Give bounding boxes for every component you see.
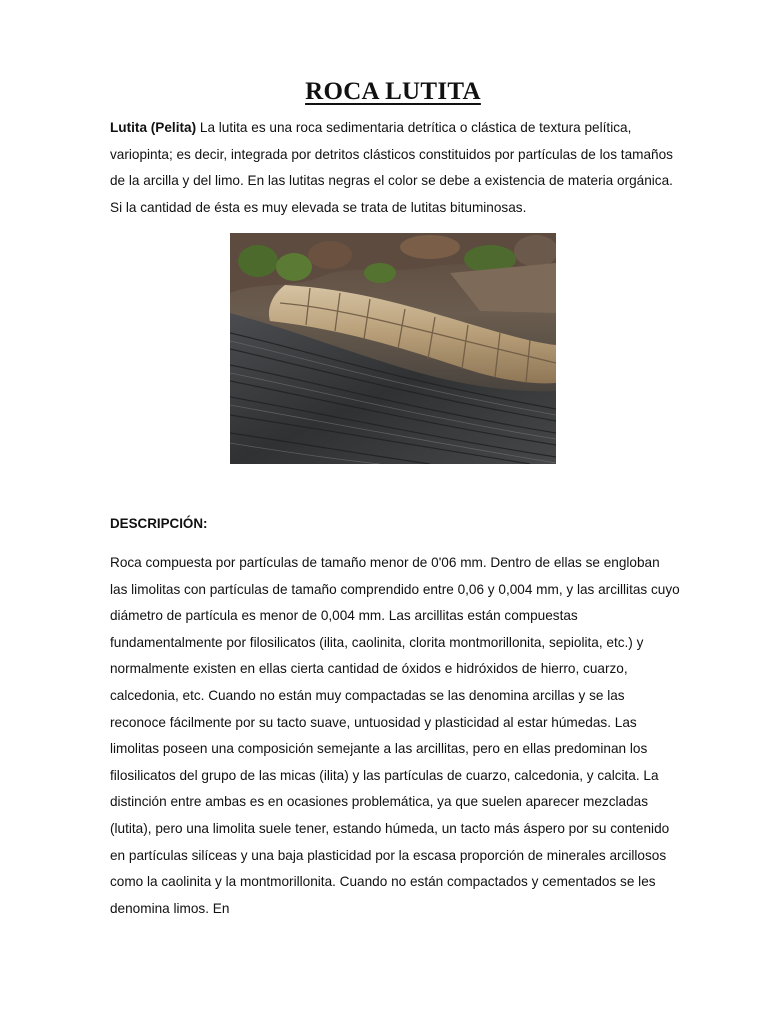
intro-lead-term: Lutita (Pelita): [110, 120, 197, 135]
description-heading: DESCRIPCIÓN:: [110, 516, 208, 531]
intro-paragraph: [110, 115, 680, 221]
intro-text: La lutita es una roca sedimentaria detrítica o clástica de textura pelítica, variopinta; es decir, integrada por detritos clásticos constituidos por partículas de los tamaños de la arcilla y del limo. En las lutitas negras el color se debe a existencia de materia orgánica. Si la cantidad de ésta es muy elevada se trata de lutitas bituminosas.: [110, 120, 673, 215]
shale-outcrop-photo: [230, 233, 556, 464]
document-title: ROCA LUTITA: [305, 78, 481, 105]
description-paragraph: Roca compuesta por partículas de tamaño menor de 0'06 mm. Dentro de ellas se engloban las limolitas con partículas de tamaño comprendido entre 0,06 y 0,004 mm, y las arcillitas cuyo diámetro de partícula es menor de 0,004 mm. Las arcillitas están compuestas fundamentalmente por filosilicatos (ilita, caolinita, clorita montmorillonita, sepiolita, etc.) y normalmente existen en ellas cierta cantidad de óxidos e hidróxidos de hierro, cuarzo, calcedonia, etc. Cuando no están muy compactadas se las denomina arcillas y se las reconoce fácilmente por su tacto suave, untuosidad y plasticidad al estar húmedas. Las limolitas poseen una composición semejante a las arcillitas, pero en ellas predominan los filosilicatos del grupo de las micas (ilita) y las partículas de cuarzo, calcedonia, y calcita. La distinción entre ambas es en ocasiones problemática, ya que suelen aparecer mezcladas (lutita), pero una limolita suele tener, estando húmeda, un tacto más áspero por su contenido en partículas silíceas y una baja plasticidad por la escasa proporción de minerales arcillosos como la caolinita y la montmorillonita. Cuando no están compactados y cementados se les denomina limos. En: [110, 555, 680, 916]
